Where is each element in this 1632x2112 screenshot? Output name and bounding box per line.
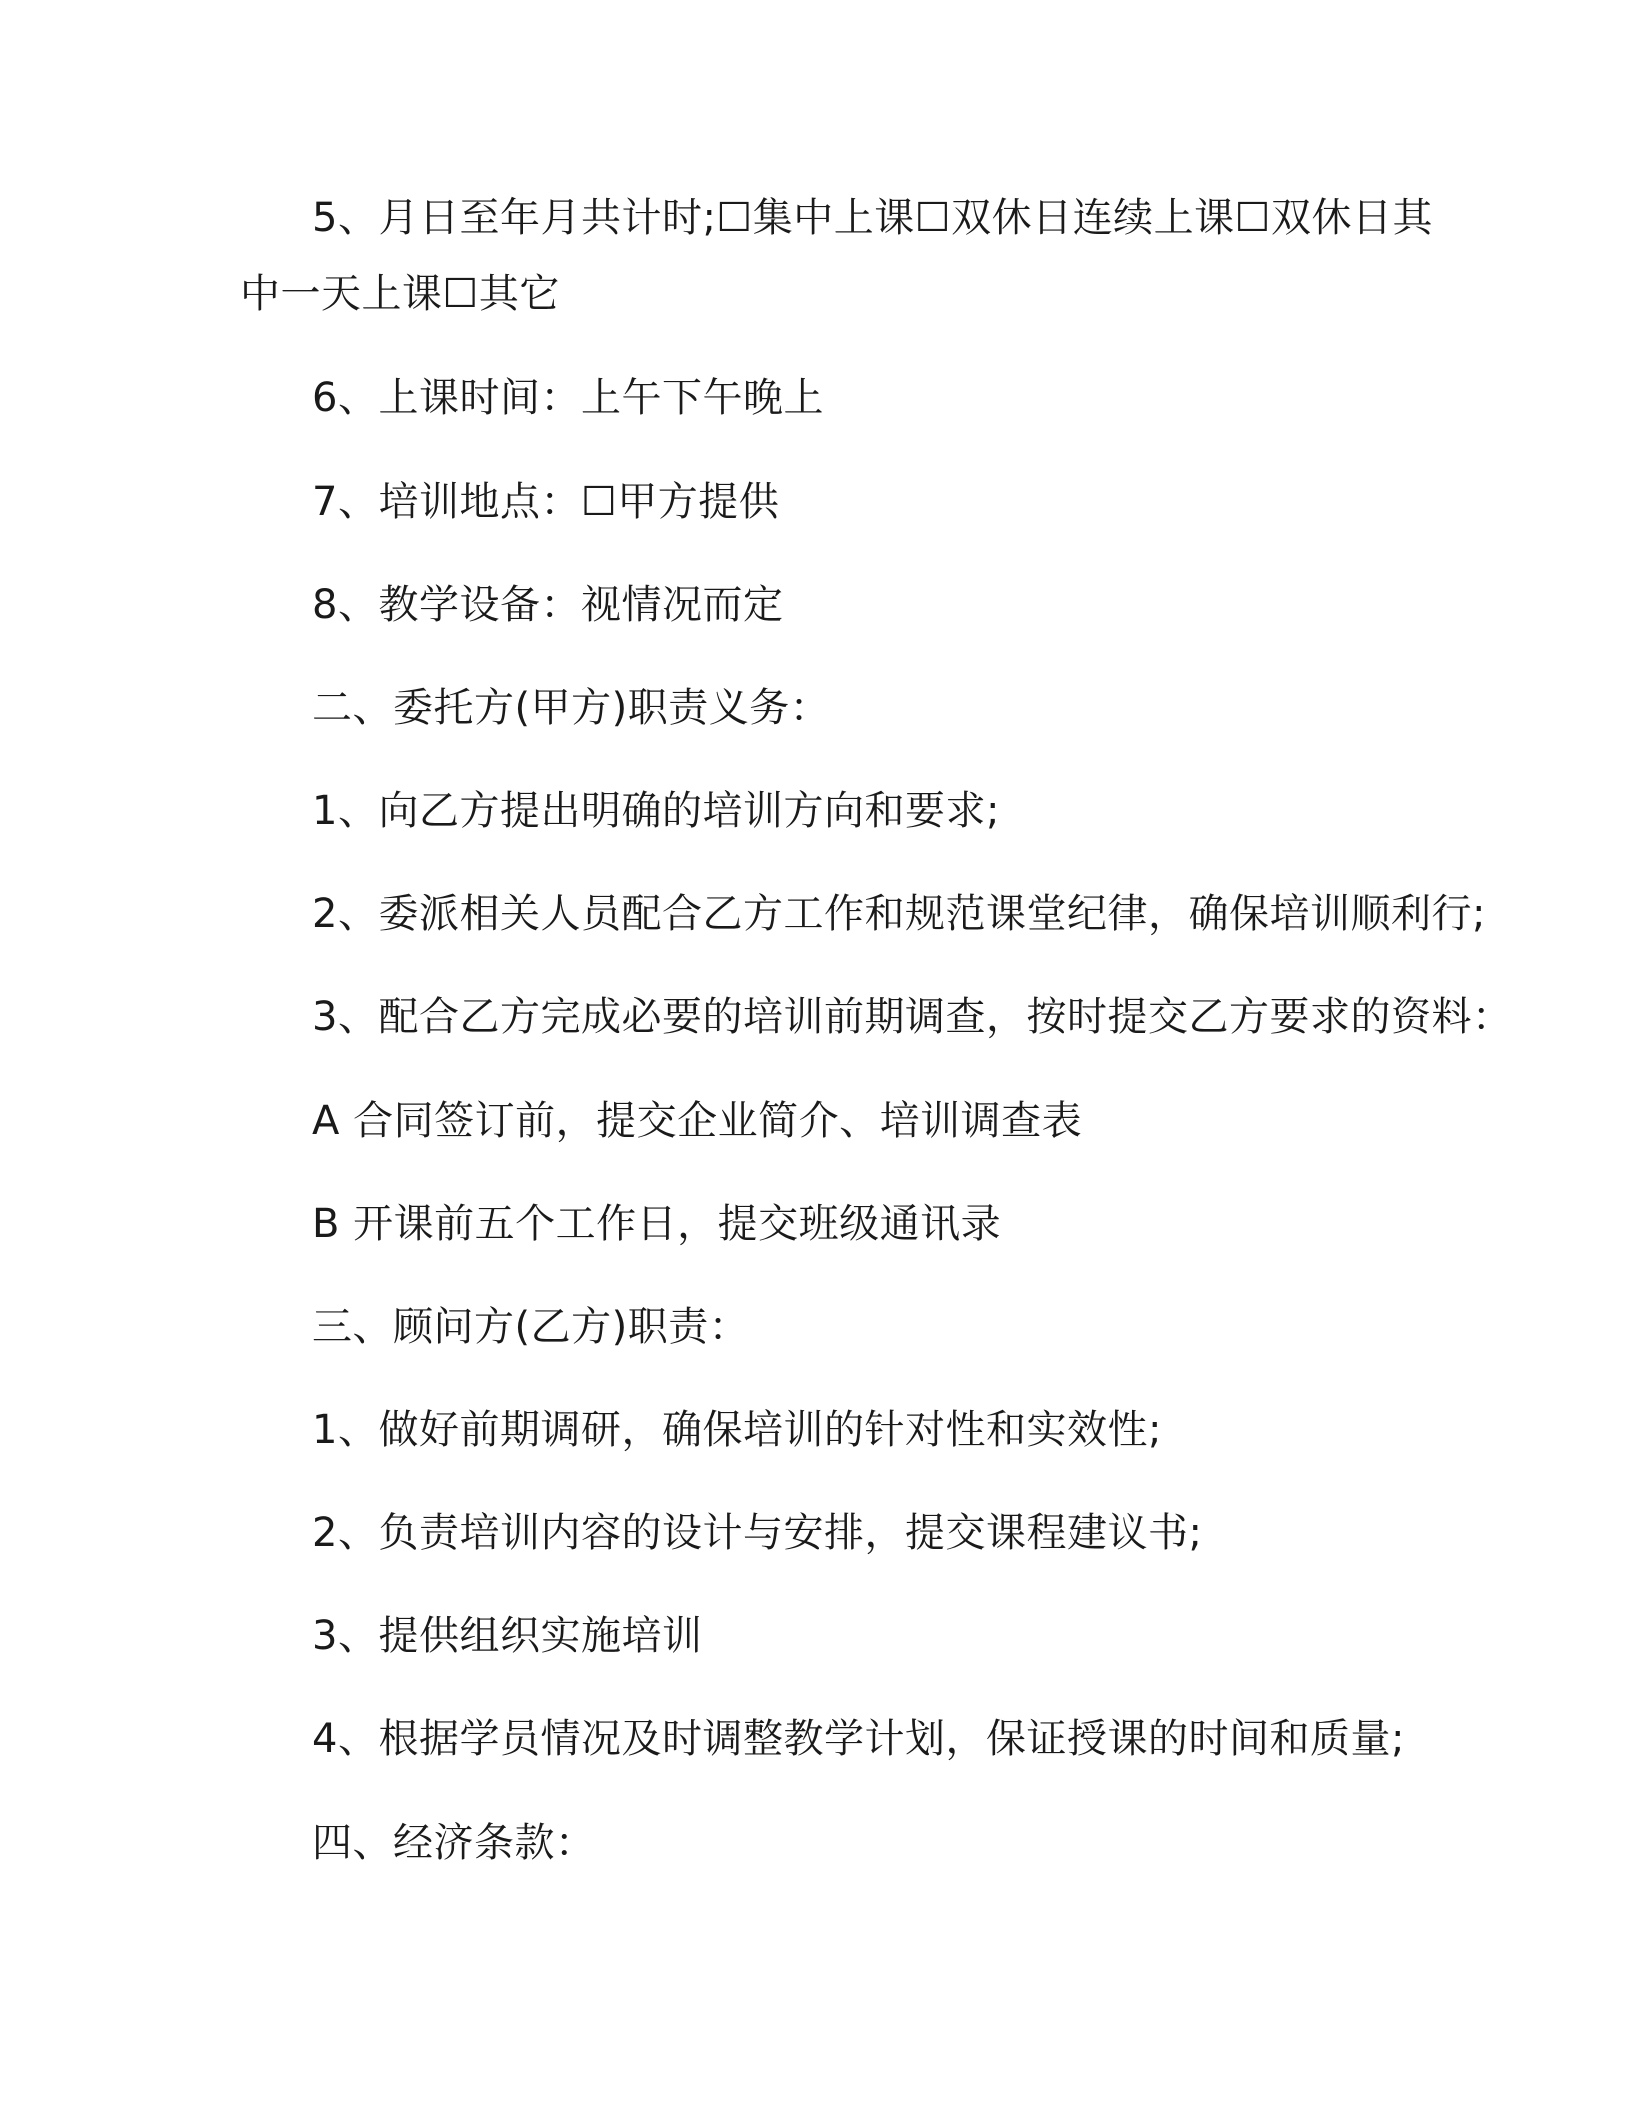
paragraph-line: 3、提供组织实施培训 xyxy=(312,1613,703,1659)
paragraph-line: 7、培训地点：☐甲方提供 xyxy=(312,479,780,525)
paragraph-line: 2、委派相关人员配合乙方工作和规范课堂纪律，确保培训顺利行; xyxy=(312,891,1486,937)
paragraph-line: 1、向乙方提出明确的培训方向和要求; xyxy=(312,788,1000,834)
section-heading: 四、经济条款： xyxy=(312,1820,596,1866)
paragraph-line: 2、负责培训内容的设计与安排，提交课程建议书; xyxy=(312,1510,1203,1556)
paragraph-line: 6、上课时间：上午下午晚上 xyxy=(312,375,824,421)
section-heading: 二、委托方(甲方)职责义务： xyxy=(312,685,831,731)
paragraph-line: 1、做好前期调研，确保培训的针对性和实效性; xyxy=(312,1407,1162,1453)
paragraph-line: A 合同签订前，提交企业简介、培训调查表 xyxy=(312,1098,1083,1144)
paragraph-line: 8、教学设备：视情况而定 xyxy=(312,582,784,628)
paragraph-line: 5、月日至年月共计时;☐集中上课☐双休日连续上课☐双休日其 xyxy=(312,195,1434,241)
paragraph-line: 3、配合乙方完成必要的培训前期调查，按时提交乙方要求的资料： xyxy=(312,994,1513,1040)
paragraph-line: 4、根据学员情况及时调整教学计划，保证授课的时间和质量; xyxy=(312,1716,1405,1762)
paragraph-line: B 开课前五个工作日，提交班级通讯录 xyxy=(312,1201,1002,1247)
section-heading: 三、顾问方(乙方)职责： xyxy=(312,1304,750,1350)
paragraph-line: 中一天上课☐其它 xyxy=(240,271,560,317)
